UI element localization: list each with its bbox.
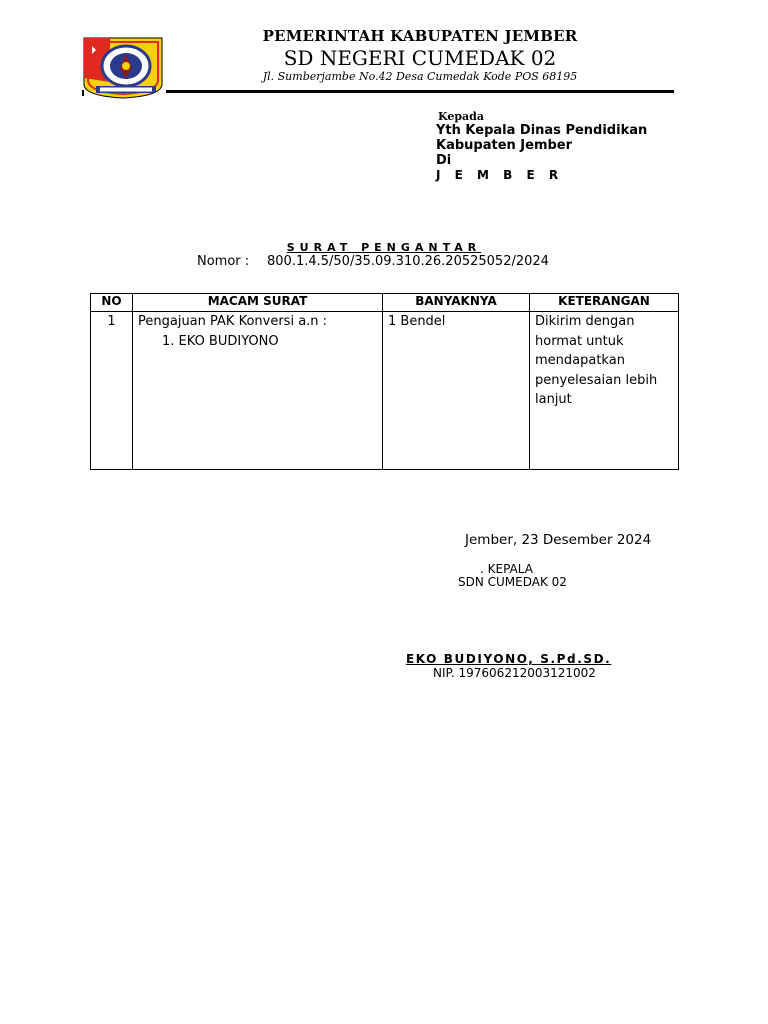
recipient-block: [436, 123, 647, 183]
government-name: PEMERINTAH KABUPATEN JEMBER: [262, 27, 578, 45]
table-header-row: [91, 294, 679, 312]
keterangan-line: penyelesaian lebih: [535, 372, 658, 388]
header-keterangan: KETERANGAN: [530, 294, 679, 312]
signer-institution: SDN CUMEDAK 02: [458, 575, 567, 589]
keterangan-line: mendapatkan: [535, 353, 625, 368]
macam-surat-text: Pengajuan PAK Konversi a.n :: [138, 314, 328, 329]
letter-number: [197, 254, 549, 269]
letter-title: [0, 241, 768, 254]
recipient-line-1: Yth Kepala Dinas Pendidikan: [436, 123, 648, 138]
nomor-value: 800.1.4.5/50/35.09.310.26.20525052/2024: [267, 254, 549, 269]
signer-name: EKO BUDIYONO, S.Pd.SD.: [406, 652, 612, 666]
recipient-kepada: Kepada: [438, 110, 484, 123]
signer-position: . KEPALA: [480, 562, 533, 576]
keterangan-line: hormat untuk: [535, 333, 624, 349]
header-banyaknya: BANYAKNYA: [383, 294, 530, 312]
recipient-line-3: Di: [436, 153, 452, 168]
letter-items-table: [90, 293, 679, 470]
place-date: Jember, 23 Desember 2024: [465, 532, 652, 548]
keterangan-line: Dikirim dengan: [535, 314, 635, 329]
jember-regency-emblem-icon: [82, 34, 164, 100]
school-address: Jl. Sumberjambe No.42 Desa Cumedak Kode POS 68195: [262, 70, 578, 83]
recipient-line-2: Kabupaten Jember: [436, 138, 573, 153]
letterhead-divider: [166, 90, 674, 93]
keterangan-line: lanjut: [535, 392, 572, 407]
school-name: SD NEGERI CUMEDAK 02: [283, 46, 557, 70]
macam-surat-item: 1. EKO BUDIYONO: [162, 333, 279, 349]
header-macam-surat: MACAM SURAT: [133, 294, 383, 312]
signer-nip: NIP. 197606212003121002: [433, 666, 596, 680]
cell-macam-surat: [133, 312, 383, 470]
letter-title-text: SURAT PENGANTAR: [286, 241, 482, 254]
recipient-line-4: J E M B E R: [436, 168, 564, 182]
nomor-label: Nomor :: [197, 254, 250, 269]
cell-banyaknya: 1 Bendel: [383, 312, 530, 470]
header-no: NO: [91, 294, 133, 312]
letterhead-divider-tick: [82, 90, 84, 96]
table-row: [91, 312, 679, 470]
cell-no: 1: [91, 312, 133, 470]
cell-keterangan: [530, 312, 679, 470]
